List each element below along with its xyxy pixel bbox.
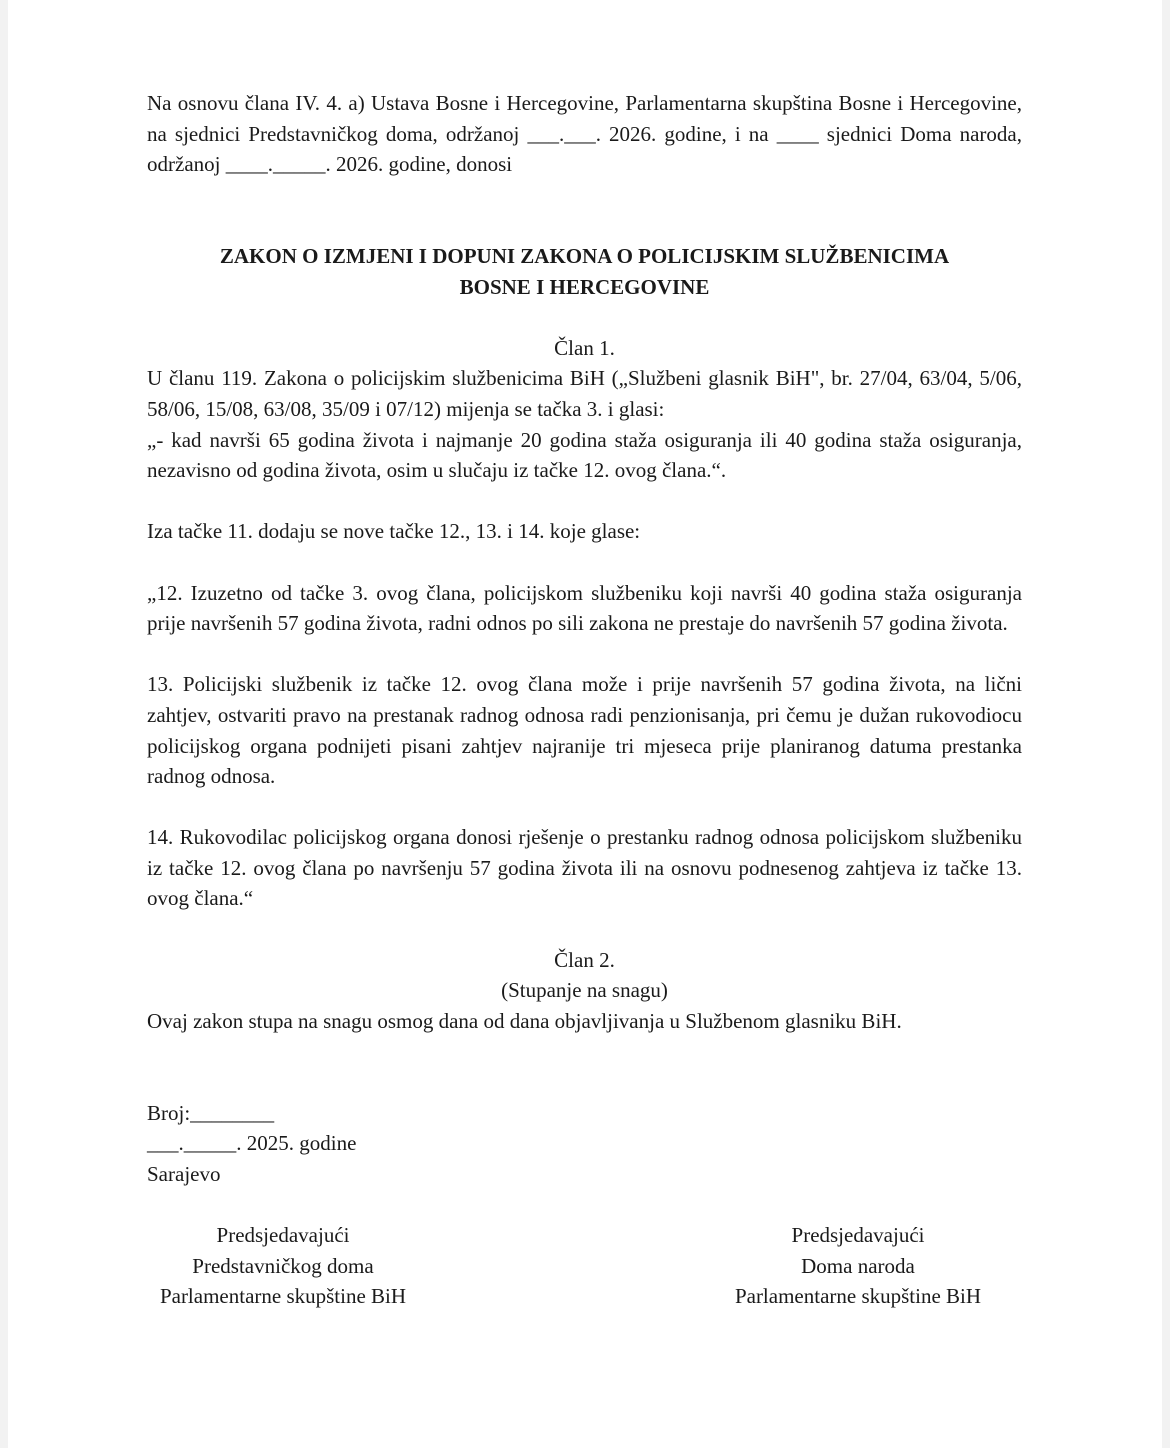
signatures bbox=[147, 1220, 1022, 1312]
article-1-point-13: 13. Policijski službenik iz tačke 12. ovog člana može i prije navršenih 57 godina života, na lični zahtjev, ostvariti pravo na prestanak radnog odnosa radi penzionisanja, pri čemu je dužan rukovodiocu policijskog organa podnijeti pisani zahtjev najranije tri mjeseca prije planiranog datuma prestanka radnog odnosa. bbox=[147, 672, 1022, 789]
article-2-text: Ovaj zakon stupa na snagu osmog dana od dana objavljivanja u Službenom glasniku BiH. bbox=[147, 1008, 902, 1033]
article-1-point-12: „12. Izuzetno od tačke 3. ovog člana, policijskom službeniku koji navrši 40 godina staža osiguranja prije navršenih 57 godina života, radni odnos po sili zakona ne prestaje do navršenih 57 godina života. bbox=[147, 580, 1022, 636]
document-date: ___._____. 2025. godine bbox=[147, 1131, 357, 1156]
law-title-line-2: BOSNE I HERCEGOVINE bbox=[459, 274, 710, 299]
document-page bbox=[147, 88, 1022, 1312]
page-edge-right bbox=[1162, 0, 1170, 1448]
article-1-point-14: 14. Rukovodilac policijskog organa donosi rješenje o prestanku radnog odnosa policijskom službeniku iz tačke 12. ovog člana po navršenju 57 godina života ili na osnovu podnesenog zahtjeva iz tačke 13. ovog člana.“ bbox=[147, 825, 1022, 911]
article-1-point-3: „- kad navrši 65 godina života i najmanje 20 godina staža osiguranja ili 40 godina staža osiguranja, nezavisno od godina života, osim u slučaju iz tačke 12. ovog člana.“. bbox=[147, 427, 1022, 483]
signature-left-line-3: Parlamentarne skupštine BiH bbox=[159, 1284, 407, 1309]
signature-left-line-1: Predsjedavajući bbox=[216, 1223, 350, 1247]
document-number: Broj:________ bbox=[147, 1100, 275, 1125]
article-2-heading: Član 2. bbox=[554, 947, 615, 972]
signature-right bbox=[722, 1220, 994, 1312]
article-1-addition: Iza tačke 11. dodaju se nove tačke 12., 13. i 14. koje glase: bbox=[147, 519, 641, 544]
signature-left-line-2: Predstavničkog doma bbox=[192, 1253, 374, 1278]
article-1-heading: Član 1. bbox=[554, 335, 615, 360]
signature-right-line-3: Parlamentarne skupštine BiH bbox=[734, 1284, 982, 1309]
article-1-intro: U članu 119. Zakona o policijskim službenicima BiH („Službeni glasnik BiH", br. 27/04, 63/04, 5/06, 58/06, 15/08, 63/08, 35/09 i 07/12) mijenja se tačka 3. i glasi: bbox=[147, 366, 1022, 421]
article-2-subheading: (Stupanje na snagu) bbox=[501, 978, 668, 1003]
signature-right-line-2: Doma naroda bbox=[801, 1253, 915, 1278]
document-place: Sarajevo bbox=[147, 1161, 221, 1186]
signature-left bbox=[147, 1220, 419, 1312]
law-title-line-1: ZAKON O IZMJENI I DOPUNI ZAKONA O POLICIJSKIM SLUŽBENICIMA bbox=[219, 243, 950, 268]
page-edge-left bbox=[0, 0, 8, 1448]
signature-right-line-1: Predsjedavajući bbox=[791, 1223, 925, 1247]
preamble: Na osnovu člana IV. 4. a) Ustava Bosne i Hercegovine, Parlamentarna skupština Bosne i Hercegovine, na sjednici Predstavničkog doma, održanoj ___.___. 2026. godine, i na ____ sjednici Doma naroda, održanoj ____._____. 2026. godine, donosi bbox=[147, 91, 1022, 177]
